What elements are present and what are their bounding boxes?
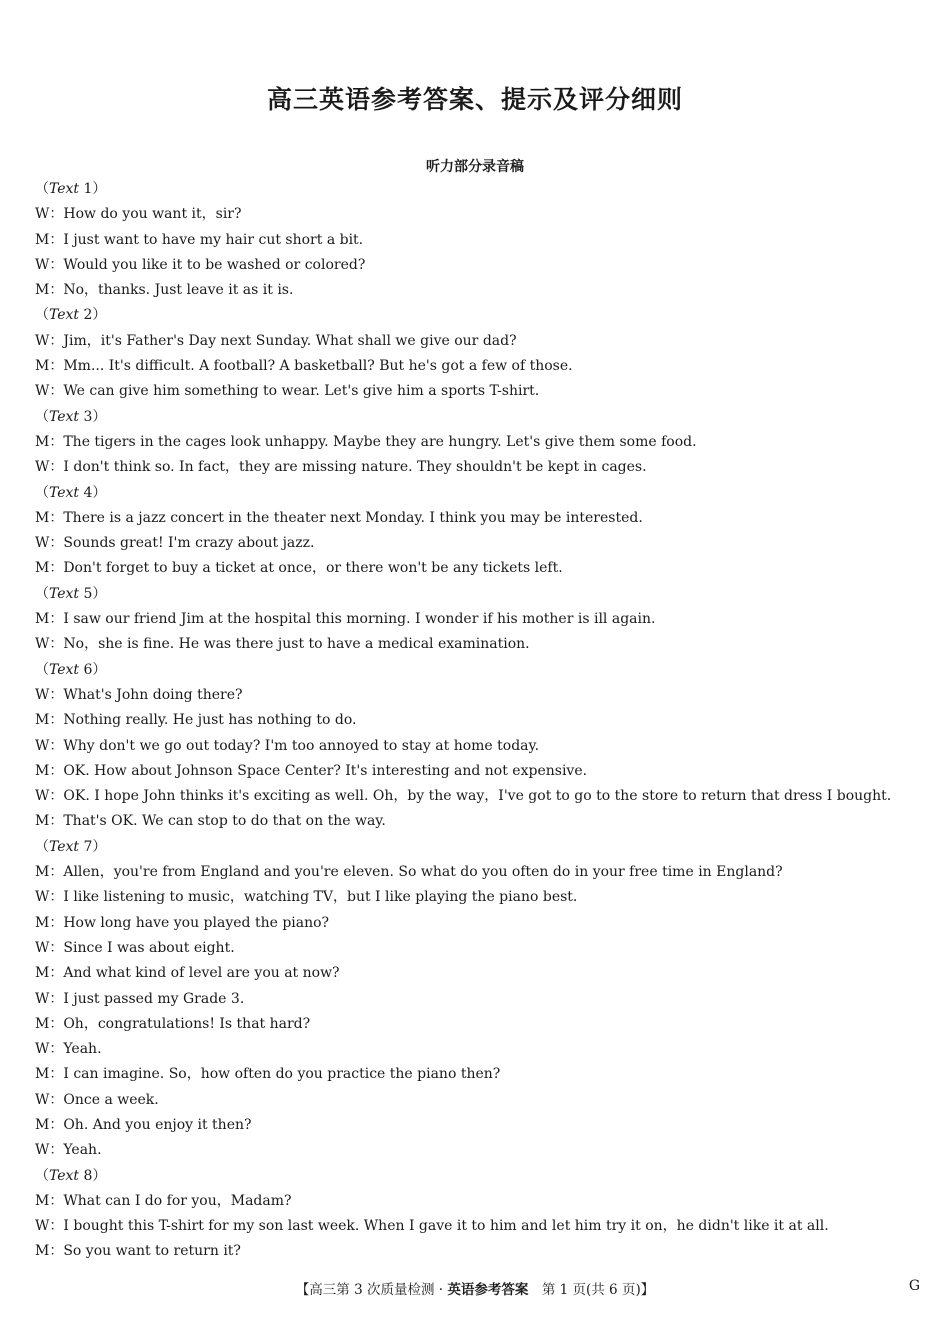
- footer-doc-name: 英语参考答案: [447, 1282, 529, 1298]
- dialogue-line: M：The tigers in the cages look unhappy. Maybe they are hungry. Let's give them some food.: [35, 433, 697, 450]
- dialogue-line: M：That's OK. We can stop to do that on the way.: [35, 813, 386, 830]
- dialogue-line: M：So you want to return it?: [35, 1243, 241, 1260]
- header-label: Text: [49, 585, 80, 602]
- header-paren: （: [35, 838, 49, 855]
- header-paren: （: [35, 1167, 49, 1184]
- page-title: 高三英语参考答案、提示及评分细则: [266, 85, 683, 114]
- dialogue-line: M：And what kind of level are you at now?: [35, 965, 340, 982]
- dialogue-line: W：OK. I hope John thinks it's exciting as well. Oh，by the way，I've got to go to the store to return that dress I bought.: [35, 788, 892, 805]
- dialogue-line: W：Jim，it's Father's Day next Sunday. What shall we give our dad?: [35, 332, 517, 349]
- dialogue-line: M：Allen，you're from England and you're eleven. So what do you often do in your free time in England?: [35, 864, 783, 881]
- dialogue-line: M：No，thanks. Just leave it as it is.: [35, 282, 294, 299]
- header-number: 4）: [79, 484, 107, 501]
- header-number: 3）: [79, 408, 107, 425]
- header-number: 1）: [79, 181, 107, 197]
- header-label: Text: [49, 1167, 80, 1184]
- dialogue-line: M：Oh. And you enjoy it then?: [35, 1116, 252, 1133]
- section-subtitle: 听力部分录音稿: [426, 159, 524, 175]
- header-paren: （: [35, 307, 49, 324]
- text-section-header: [35, 835, 925, 860]
- transcript-body: [35, 177, 925, 1265]
- text-section-header: [35, 177, 925, 202]
- header-paren: （: [35, 585, 49, 602]
- header-number: 7）: [79, 838, 107, 855]
- dialogue-line: W：Why don't we go out today? I'm too annoyed to stay at home today.: [35, 737, 540, 754]
- text-section-header: [35, 405, 925, 430]
- dialogue-line: W：What's John doing there?: [35, 686, 243, 703]
- dialogue-line: W：Yeah.: [35, 1041, 102, 1058]
- header-paren: （: [35, 408, 49, 425]
- dialogue-line: M：I can imagine. So，how often do you practice the piano then?: [35, 1066, 501, 1083]
- text-section-header: [35, 303, 925, 328]
- dialogue-line: W：Yeah.: [35, 1142, 102, 1159]
- dialogue-line: W：Sounds great! I'm crazy about jazz.: [35, 535, 315, 552]
- header-paren: （: [35, 181, 49, 197]
- header-label: Text: [49, 661, 80, 678]
- corner-mark: G: [908, 1278, 920, 1294]
- footer-open-bracket: 【: [295, 1282, 310, 1298]
- text-section-header: [35, 658, 925, 683]
- text-section-header: [35, 481, 925, 506]
- header-paren: （: [35, 484, 49, 501]
- header-number: 6）: [79, 661, 107, 678]
- dialogue-line: M：I saw our friend Jim at the hospital this morning. I wonder if his mother is ill again.: [35, 611, 656, 628]
- header-label: Text: [49, 408, 80, 425]
- header-label: Text: [49, 838, 80, 855]
- dialogue-line: M：OK. How about Johnson Space Center? It's interesting and not expensive.: [35, 762, 588, 779]
- dialogue-line: W：We can give him something to wear. Let's give him a sports T-shirt.: [35, 383, 540, 400]
- dialogue-line: M：I just want to have my hair cut short a bit.: [35, 231, 364, 248]
- dialogue-line: W：I bought this T-shirt for my son last week. When I gave it to him and let him try it on，he didn't like it at all.: [35, 1218, 829, 1235]
- dialogue-line: M：Nothing really. He just has nothing to do.: [35, 712, 357, 729]
- header-number: 8）: [79, 1167, 107, 1184]
- text-section-header: [35, 1164, 925, 1189]
- dialogue-line: M：Oh，congratulations! Is that hard?: [35, 1015, 311, 1032]
- dialogue-line: W：Would you like it to be washed or colored?: [35, 256, 366, 273]
- dialogue-line: W：How do you want it，sir?: [35, 206, 242, 223]
- dialogue-line: M：What can I do for you，Madam?: [35, 1192, 292, 1209]
- dialogue-line: W：Once a week.: [35, 1091, 159, 1108]
- header-label: Text: [49, 484, 80, 501]
- footer-close-bracket: 】: [640, 1282, 655, 1298]
- dialogue-line: M：Don't forget to buy a ticket at once，or there won't be any tickets left.: [35, 560, 563, 577]
- header-number: 5）: [79, 585, 107, 602]
- dialogue-line: W：No，she is fine. He was there just to have a medical examination.: [35, 636, 530, 653]
- header-label: Text: [49, 181, 80, 197]
- page-footer: [0, 1278, 950, 1298]
- header-label: Text: [49, 307, 80, 324]
- header-paren: （: [35, 661, 49, 678]
- dialogue-line: W：I don't think so. In fact，they are missing nature. They shouldn't be kept in cages.: [35, 459, 647, 476]
- dialogue-line: W：Since I was about eight.: [35, 939, 235, 956]
- dialogue-line: W：I just passed my Grade 3.: [35, 990, 245, 1007]
- header-number: 2）: [79, 307, 107, 324]
- footer-page-number: 第 1 页(共 6 页): [528, 1282, 641, 1298]
- dialogue-line: W：I like listening to music，watching TV，but I like playing the piano best.: [35, 889, 578, 906]
- dialogue-line: M：Mm... It's difficult. A football? A basketball? But he's got a few of those.: [35, 358, 573, 375]
- dialogue-line: M：How long have you played the piano?: [35, 914, 330, 931]
- text-section-header: [35, 582, 925, 607]
- dialogue-line: M：There is a jazz concert in the theater next Monday. I think you may be interested.: [35, 509, 643, 526]
- footer-exam-name: 高三第 3 次质量检测 ·: [309, 1282, 448, 1298]
